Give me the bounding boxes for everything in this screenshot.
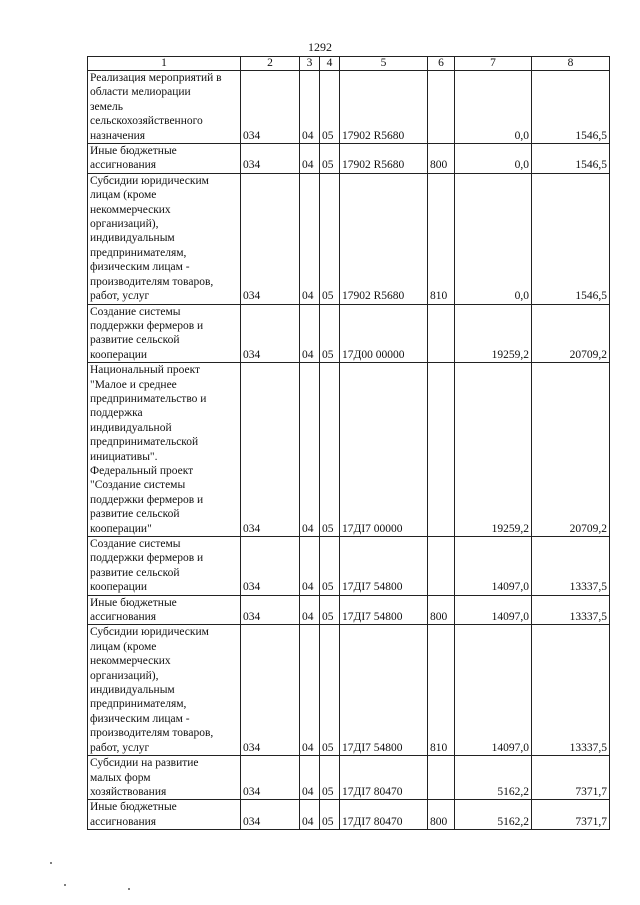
column-header: 3 — [300, 57, 320, 71]
expense-type-code: 800 — [428, 800, 455, 830]
row-name: Иные бюджетные ассигнования — [88, 595, 241, 625]
table-row — [88, 363, 610, 537]
table-row — [88, 304, 610, 363]
section-code: 04 — [300, 144, 320, 174]
ministry-code: 034 — [241, 71, 300, 144]
expense-type-code — [428, 756, 455, 800]
section-code: 04 — [300, 304, 320, 363]
scan-speck — [64, 884, 66, 886]
subsection-code: 05 — [320, 537, 340, 596]
ministry-code: 034 — [241, 756, 300, 800]
amount-col8: 13337,5 — [532, 537, 610, 596]
ministry-code: 034 — [241, 595, 300, 625]
amount-col8: 20709,2 — [532, 363, 610, 537]
column-header: 1 — [88, 57, 241, 71]
table-row — [88, 144, 610, 174]
scan-speck — [128, 888, 130, 890]
subsection-code: 05 — [320, 800, 340, 830]
amount-col7: 5162,2 — [455, 756, 532, 800]
section-code: 04 — [300, 71, 320, 144]
amount-col7: 14097,0 — [455, 537, 532, 596]
row-name: Реализация мероприятий в области мелиорации земель сельскохозяйственного назначения — [88, 71, 241, 144]
table-row — [88, 71, 610, 144]
target-article-code: 17902 R5680 — [340, 144, 428, 174]
amount-col8: 7371,7 — [532, 756, 610, 800]
target-article-code: 17ДI7 54800 — [340, 625, 428, 756]
target-article-code: 17902 R5680 — [340, 71, 428, 144]
amount-col7: 0,0 — [455, 173, 532, 304]
subsection-code: 05 — [320, 756, 340, 800]
subsection-code: 05 — [320, 144, 340, 174]
section-code: 04 — [300, 537, 320, 596]
row-name: Создание системы поддержки фермеров и развитие сельской кооперации — [88, 304, 241, 363]
section-code: 04 — [300, 625, 320, 756]
expense-type-code — [428, 71, 455, 144]
expense-type-code — [428, 304, 455, 363]
amount-col8: 13337,5 — [532, 595, 610, 625]
header-row — [88, 57, 610, 71]
table-row — [88, 756, 610, 800]
amount-col8: 20709,2 — [532, 304, 610, 363]
target-article-code: 17Д00 00000 — [340, 304, 428, 363]
amount-col8: 7371,7 — [532, 800, 610, 830]
target-article-code: 17ДI7 80470 — [340, 800, 428, 830]
section-code: 04 — [300, 595, 320, 625]
target-article-code: 17ДI7 54800 — [340, 595, 428, 625]
row-name: Иные бюджетные ассигнования — [88, 800, 241, 830]
column-header: 5 — [340, 57, 428, 71]
subsection-code: 05 — [320, 71, 340, 144]
subsection-code: 05 — [320, 304, 340, 363]
table-row — [88, 625, 610, 756]
ministry-code: 034 — [241, 363, 300, 537]
ministry-code: 034 — [241, 144, 300, 174]
page-number: 1292 — [308, 40, 332, 54]
subsection-code: 05 — [320, 363, 340, 537]
subsection-code: 05 — [320, 173, 340, 304]
amount-col7: 19259,2 — [455, 363, 532, 537]
row-name: Национальный проект "Малое и среднее предпринимательство и поддержка индивидуальной предпринимательской инициативы". Федеральный проект "Создание системы поддержки фермеров и развитие сельской кооперации" — [88, 363, 241, 537]
target-article-code: 17ДI7 80470 — [340, 756, 428, 800]
expense-type-code — [428, 537, 455, 596]
amount-col8: 1546,5 — [532, 144, 610, 174]
row-name: Субсидии юридическим лицам (кроме некоммерческих организаций), индивидуальным предпринимателям, физическим лицам - производителям товаров, работ, услуг — [88, 625, 241, 756]
amount-col7: 0,0 — [455, 144, 532, 174]
expense-type-code: 800 — [428, 595, 455, 625]
amount-col8: 1546,5 — [532, 71, 610, 144]
expense-type-code: 800 — [428, 144, 455, 174]
ministry-code: 034 — [241, 173, 300, 304]
ministry-code: 034 — [241, 625, 300, 756]
subsection-code: 05 — [320, 625, 340, 756]
subsection-code: 05 — [320, 595, 340, 625]
table-row — [88, 800, 610, 830]
table-row — [88, 595, 610, 625]
expense-type-code: 810 — [428, 625, 455, 756]
amount-col8: 1546,5 — [532, 173, 610, 304]
section-code: 04 — [300, 173, 320, 304]
section-code: 04 — [300, 363, 320, 537]
target-article-code: 17ДI7 54800 — [340, 537, 428, 596]
row-name: Субсидии на развитие малых форм хозяйствования — [88, 756, 241, 800]
table-row — [88, 537, 610, 596]
ministry-code: 034 — [241, 800, 300, 830]
amount-col7: 14097,0 — [455, 595, 532, 625]
expense-type-code — [428, 363, 455, 537]
column-header: 8 — [532, 57, 610, 71]
scan-speck — [50, 862, 52, 864]
budget-table — [87, 56, 610, 830]
target-article-code: 17902 R5680 — [340, 173, 428, 304]
column-header: 7 — [455, 57, 532, 71]
table-row — [88, 173, 610, 304]
amount-col7: 0,0 — [455, 71, 532, 144]
amount-col7: 19259,2 — [455, 304, 532, 363]
ministry-code: 034 — [241, 537, 300, 596]
column-header: 6 — [428, 57, 455, 71]
section-code: 04 — [300, 756, 320, 800]
row-name: Создание системы поддержки фермеров и развитие сельской кооперации — [88, 537, 241, 596]
amount-col8: 13337,5 — [532, 625, 610, 756]
target-article-code: 17ДI7 00000 — [340, 363, 428, 537]
ministry-code: 034 — [241, 304, 300, 363]
column-header: 2 — [241, 57, 300, 71]
section-code: 04 — [300, 800, 320, 830]
row-name: Иные бюджетные ассигнования — [88, 144, 241, 174]
row-name: Субсидии юридическим лицам (кроме некоммерческих организаций), индивидуальным предпринимателям, физическим лицам - производителям товаров, работ, услуг — [88, 173, 241, 304]
expense-type-code: 810 — [428, 173, 455, 304]
amount-col7: 5162,2 — [455, 800, 532, 830]
amount-col7: 14097,0 — [455, 625, 532, 756]
column-header: 4 — [320, 57, 340, 71]
